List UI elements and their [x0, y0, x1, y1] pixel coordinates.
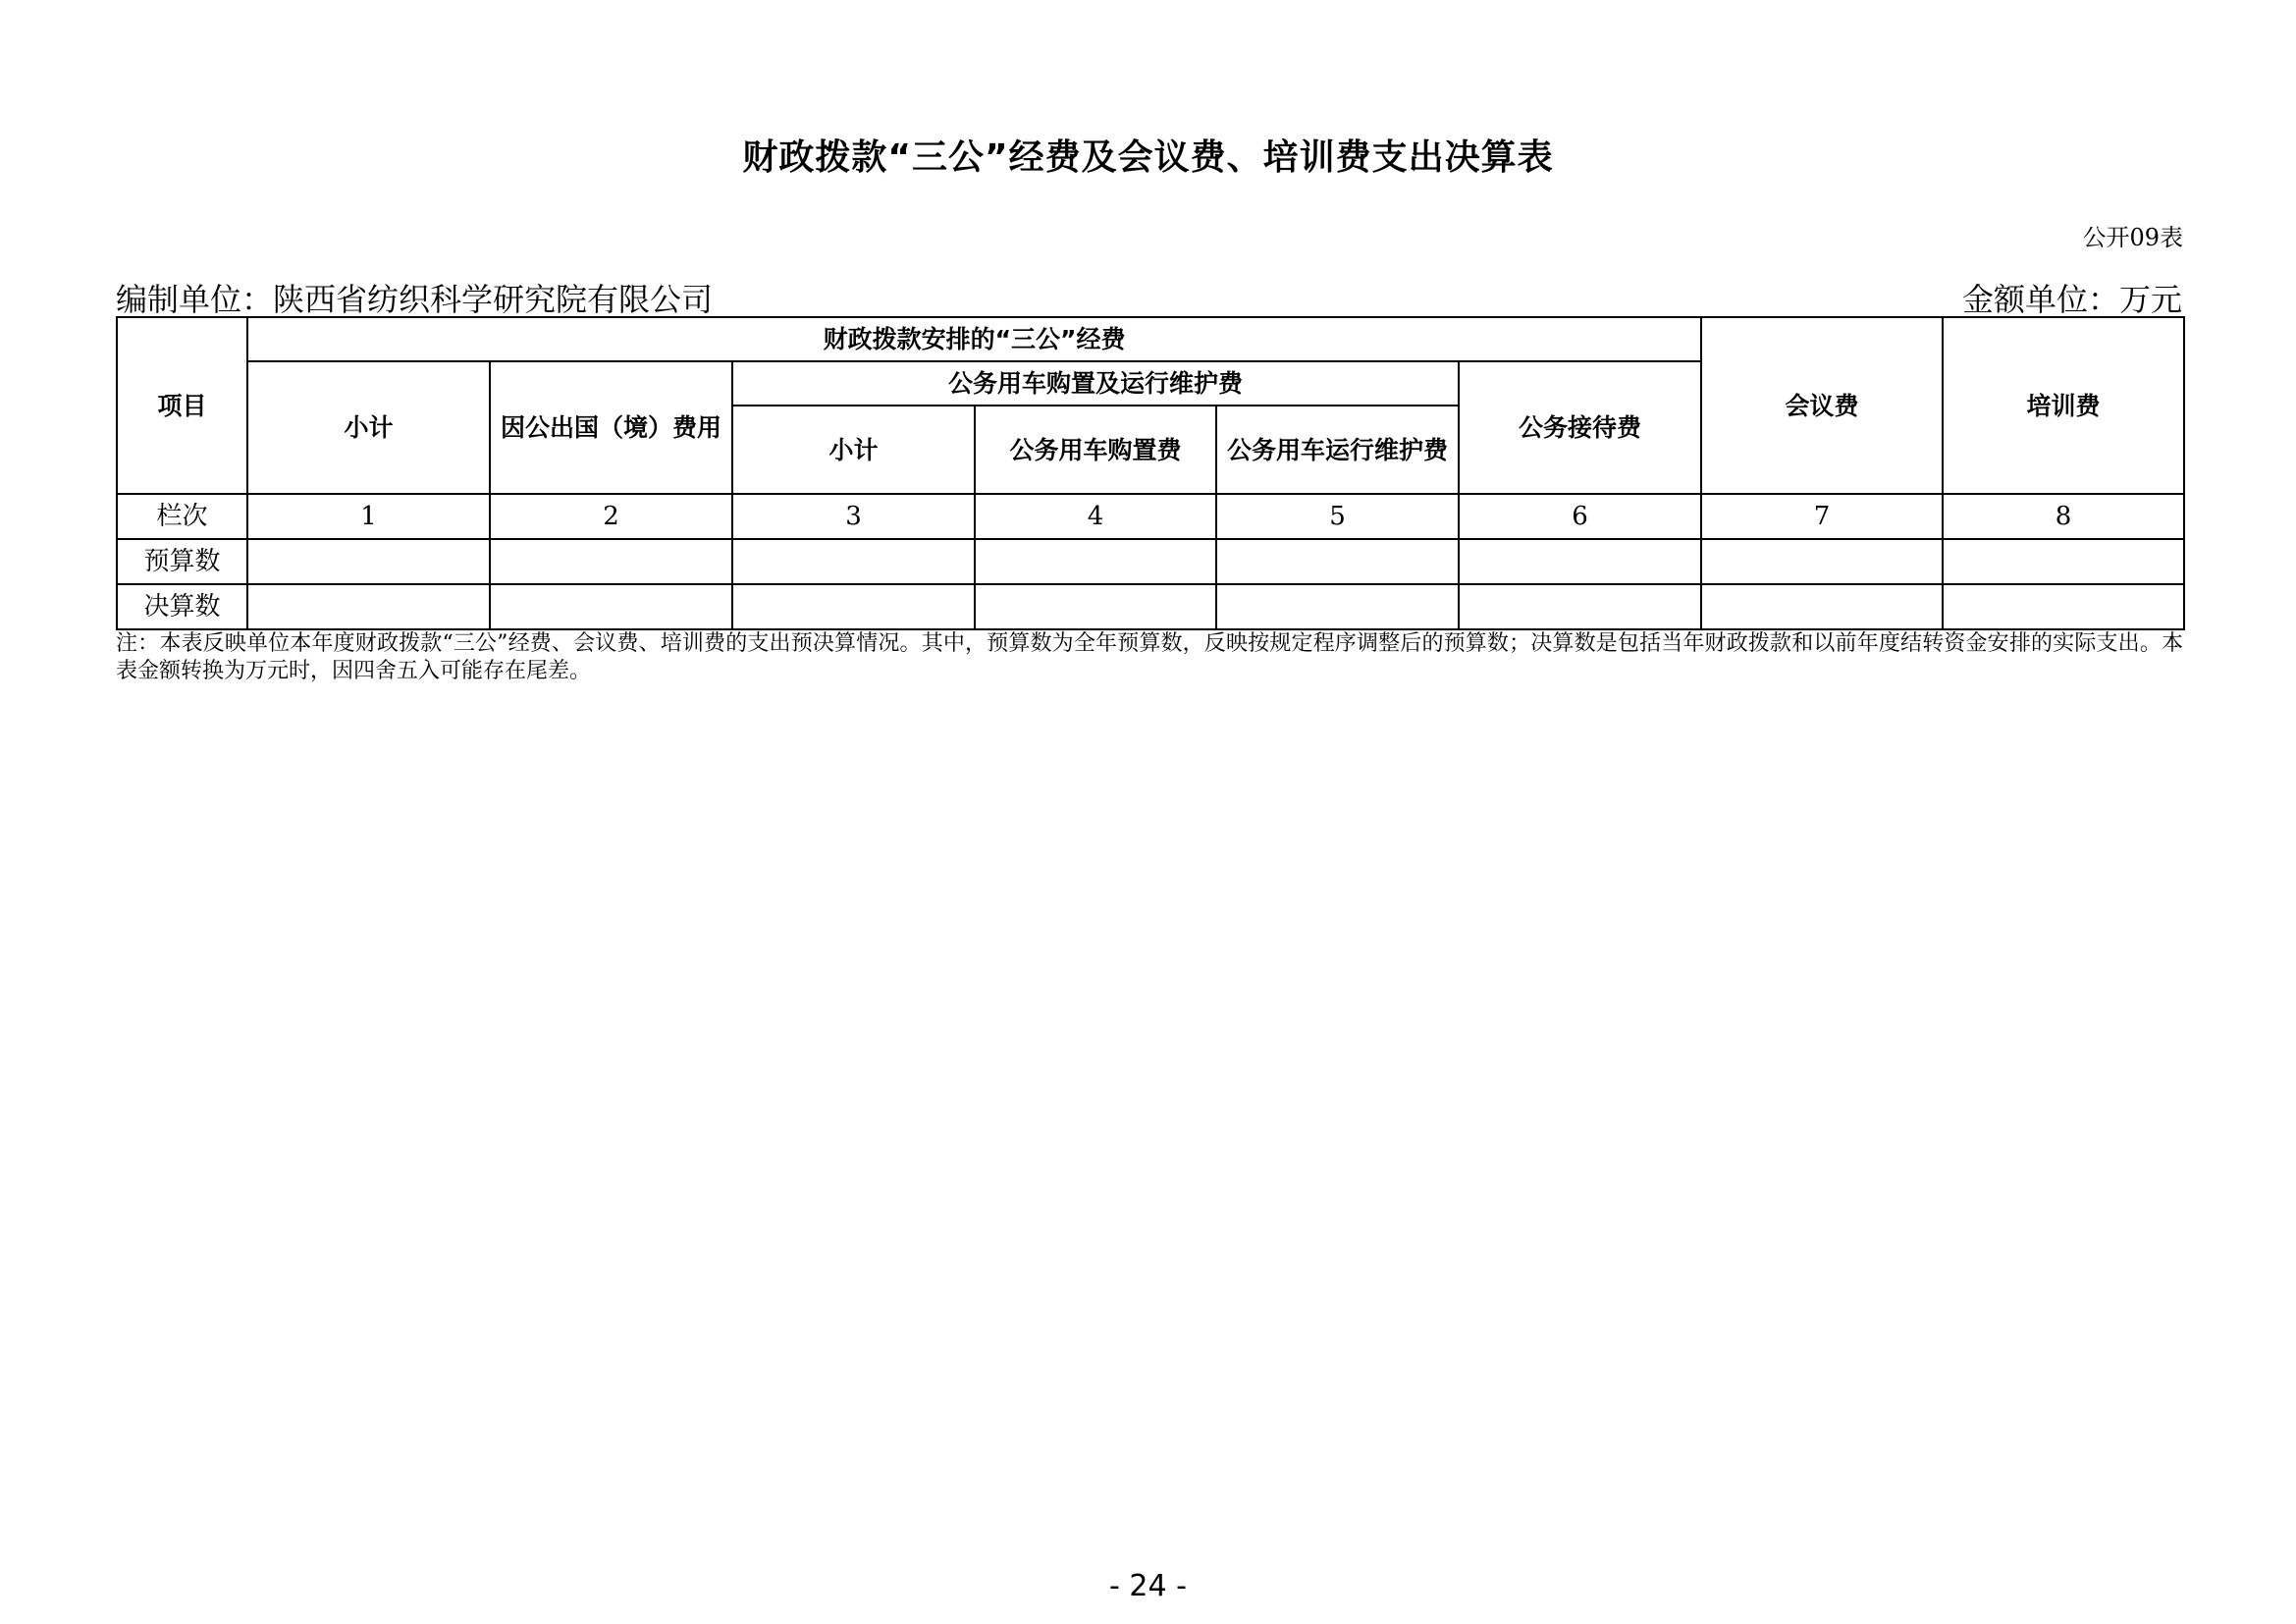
table-cell	[247, 539, 490, 584]
table-cell: 8	[1943, 494, 2184, 539]
table-cell	[732, 539, 975, 584]
row-label: 预算数	[117, 539, 247, 584]
table-cell	[247, 584, 490, 629]
table-cell: 6	[1459, 494, 1701, 539]
table-cell	[1459, 584, 1701, 629]
table-cell: 4	[975, 494, 1216, 539]
table-cell: 2	[490, 494, 732, 539]
header-vehicle-purchase: 公务用车购置费	[975, 406, 1216, 494]
table-cell	[1943, 539, 2184, 584]
header-subtotal: 小计	[247, 361, 490, 494]
expenditure-table	[116, 316, 2185, 630]
table-cell	[1216, 539, 1459, 584]
header-training: 培训费	[1943, 317, 2184, 494]
table-cell	[1701, 584, 1943, 629]
table-cell: 3	[732, 494, 975, 539]
table-cell	[1943, 584, 2184, 629]
form-number: 公开09表	[2082, 224, 2183, 251]
table-cell: 7	[1701, 494, 1943, 539]
table-note: 注：本表反映单位本年度财政拨款“三公”经费、会议费、培训费的支出预决算情况。其中，预算数为全年预算数，反映按规定程序调整后的预算数；决算数是包括当年财政拨款和以前年度结转资金安排的实际支出。本表金额转换为万元时，因四舍五入可能存在尾差。	[116, 631, 2183, 683]
header-abroad: 因公出国（境）费用	[490, 361, 732, 494]
table-cell	[490, 539, 732, 584]
row-label: 栏次	[117, 494, 247, 539]
table-cell	[490, 584, 732, 629]
header-vehicle-subtotal: 小计	[732, 406, 975, 494]
page-title: 财政拨款“三公”经费及会议费、培训费支出决算表	[742, 137, 1554, 178]
unit-row	[116, 275, 2182, 320]
header-meeting: 会议费	[1701, 317, 1943, 494]
table-cell: 1	[247, 494, 490, 539]
header-vehicle-operation: 公务用车运行维护费	[1216, 406, 1459, 494]
table-cell	[732, 584, 975, 629]
table-cell	[975, 539, 1216, 584]
page-number: - 24 -	[1109, 1569, 1187, 1603]
row-label: 决算数	[117, 584, 247, 629]
header-item: 项目	[117, 317, 247, 494]
table-cell: 5	[1216, 494, 1459, 539]
table-cell	[975, 584, 1216, 629]
table-cell	[1459, 539, 1701, 584]
table-row	[117, 584, 2184, 629]
table-row	[117, 494, 2184, 539]
amount-unit: 金额单位：万元	[1961, 281, 2182, 318]
header-vehicle-group: 公务用车购置及运行维护费	[732, 361, 1459, 406]
table-row	[117, 539, 2184, 584]
header-sangong-group: 财政拨款安排的“三公”经费	[247, 317, 1701, 361]
table-cell	[1216, 584, 1459, 629]
compiling-unit: 编制单位：陕西省纺织科学研究院有限公司	[116, 281, 714, 318]
header-reception: 公务接待费	[1459, 361, 1701, 494]
table-cell	[1701, 539, 1943, 584]
